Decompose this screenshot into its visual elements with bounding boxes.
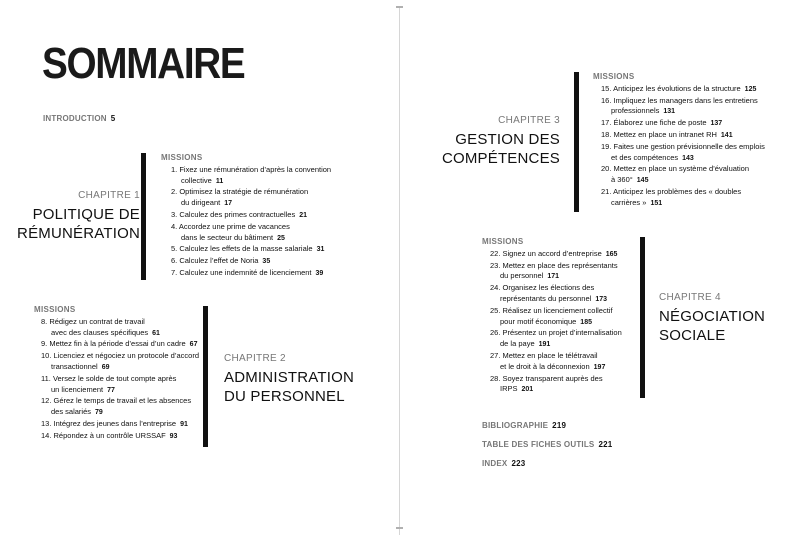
mission-text-line2: IRPS	[500, 384, 518, 394]
tools-table-page: 221	[598, 440, 613, 449]
mission-text: 25. Réalisez un licenciement collectif	[490, 305, 613, 315]
chapter-1-heading[interactable]	[17, 190, 140, 243]
mission-page: 185	[580, 318, 592, 326]
page-title: SOMMAIRE	[42, 39, 245, 88]
mission-page: 77	[107, 386, 115, 394]
mission-item[interactable]	[41, 396, 204, 419]
mission-item[interactable]	[490, 261, 642, 284]
mission-text-line2: du dirigeant	[181, 198, 221, 208]
mission-list	[482, 249, 642, 396]
mission-item[interactable]	[41, 431, 204, 443]
mission-text: 7. Calculez une indemnité de licenciement	[171, 267, 312, 277]
chapter-1-label: CHAPITRE 1	[78, 190, 140, 201]
mission-item[interactable]	[601, 96, 783, 119]
mission-text: 17. Élaborez une fiche de poste	[601, 118, 707, 128]
chapter-2-title: ADMINISTRATION DU PERSONNEL	[224, 369, 355, 405]
mission-text-continued	[41, 407, 204, 419]
mission-item[interactable]	[601, 118, 783, 130]
mission-text-line2: représentants du personnel	[500, 293, 592, 303]
mission-page: 171	[547, 273, 560, 281]
mission-text-continued	[171, 233, 361, 245]
mission-item[interactable]	[41, 374, 204, 397]
chapter-3-missions	[593, 72, 783, 210]
mission-item[interactable]	[490, 328, 642, 351]
chapter-2-heading[interactable]	[224, 353, 354, 406]
mission-page: 125	[744, 85, 757, 93]
mission-item[interactable]	[41, 317, 204, 340]
mission-page: 191	[538, 341, 551, 349]
mission-page: 61	[152, 329, 160, 337]
mission-text-line2: un licenciement	[51, 384, 104, 394]
chapter-2-label: CHAPITRE 2	[224, 353, 286, 364]
mission-list	[34, 317, 204, 443]
mission-text-continued	[490, 362, 642, 374]
mission-page: 143	[682, 154, 694, 162]
mission-page: 91	[180, 420, 188, 428]
mission-text: 3. Calculez des primes contractuelles	[171, 209, 296, 219]
bibliography-label: BIBLIOGRAPHIE	[482, 421, 549, 430]
chapter-4-missions	[482, 237, 642, 396]
chapter-3-heading[interactable]	[442, 115, 560, 168]
bibliography-entry[interactable]	[482, 421, 566, 430]
mission-text: 9. Mettez fin à la période d’essai d’un cadre	[41, 339, 186, 349]
mission-page: 165	[605, 250, 618, 258]
mission-page: 39	[315, 269, 324, 277]
spine-bottom-cap	[396, 527, 403, 529]
mission-page: 25	[277, 234, 285, 242]
mission-page: 11	[215, 177, 224, 185]
mission-text: 24. Organisez les élections des	[490, 283, 595, 293]
mission-page: 131	[663, 108, 676, 116]
mission-page: 69	[101, 363, 110, 371]
chapter-4-label: CHAPITRE 4	[659, 292, 721, 303]
mission-text: 20. Mettez en place un système d’évaluation	[601, 164, 750, 174]
mission-text: 11. Versez le solde de tout compte après	[41, 373, 177, 383]
mission-item[interactable]	[490, 351, 642, 374]
missions-heading: MISSIONS	[34, 305, 76, 314]
mission-item[interactable]	[490, 306, 642, 329]
index-label: INDEX	[482, 459, 508, 468]
mission-text-continued	[490, 271, 642, 283]
mission-text-continued	[490, 317, 642, 329]
chapter-1-missions	[161, 153, 361, 280]
mission-text-continued	[41, 328, 204, 340]
mission-page: 17	[224, 200, 232, 208]
chapter-1-bar	[141, 153, 146, 280]
mission-item[interactable]	[171, 222, 361, 245]
mission-text: 21. Anticipez les problèmes des « doubles	[601, 186, 742, 196]
mission-text-continued	[601, 153, 783, 165]
chapter-4-heading[interactable]	[659, 292, 765, 345]
chapter-3-bar	[574, 72, 579, 212]
mission-page: 173	[595, 295, 607, 303]
mission-text-continued	[601, 175, 783, 187]
mission-page: 21	[299, 211, 308, 219]
mission-text: 19. Faites une gestion prévisionnelle des emplois	[601, 141, 765, 151]
mission-item[interactable]	[171, 256, 361, 268]
mission-item[interactable]	[41, 419, 204, 431]
chapter-1-title: POLITIQUE DE RÉMUNÉRATION	[17, 206, 140, 242]
mission-text: 8. Rédigez un contrat de travail	[41, 316, 145, 326]
mission-text: 26. Présentez un projet d’internalisation	[490, 328, 622, 338]
mission-text-continued	[171, 176, 361, 188]
mission-list	[161, 165, 361, 280]
mission-text-continued	[490, 294, 642, 306]
mission-text-line2: de la paye	[500, 339, 535, 349]
mission-text: 10. Licenciez et négociez un protocole d’accord	[41, 351, 200, 361]
mission-text: 1. Fixez une rémunération d’après la convention	[171, 164, 332, 174]
mission-text: 4. Accordez une prime de vacances	[171, 221, 290, 231]
introduction-entry[interactable]	[43, 114, 115, 123]
tools-table-label: TABLE DES FICHES OUTILS	[482, 440, 595, 449]
mission-text-continued	[601, 106, 783, 118]
mission-text-continued	[41, 362, 204, 374]
mission-item[interactable]	[41, 351, 204, 374]
mission-page: 141	[720, 131, 733, 139]
chapter-4-bar	[640, 237, 645, 398]
mission-text-continued	[490, 384, 642, 396]
mission-text-line2: du personnel	[500, 271, 544, 281]
bibliography-page: 219	[552, 421, 567, 430]
chapter-2-missions	[34, 305, 204, 443]
mission-page: 31	[316, 246, 325, 254]
mission-item[interactable]	[41, 339, 204, 351]
mission-item[interactable]	[601, 130, 783, 142]
chapter-2-bar	[203, 306, 208, 447]
mission-text: 27. Mettez en place le télétravail	[490, 350, 598, 360]
mission-page: 79	[95, 409, 103, 417]
mission-text: 18. Mettez en place un intranet RH	[601, 129, 717, 139]
mission-text: 22. Signez un accord d’entreprise	[490, 248, 602, 258]
mission-text-line2: des salariés	[51, 407, 92, 417]
missions-heading: MISSIONS	[593, 72, 635, 81]
mission-text-line2: transactionnel	[51, 361, 98, 371]
mission-text-line2: collective	[181, 175, 212, 185]
chapter-4-title: NÉGOCIATION SOCIALE	[659, 308, 766, 344]
mission-text-line2: dans le secteur du bâtiment	[181, 232, 274, 242]
mission-item[interactable]	[490, 249, 642, 261]
mission-text: 6. Calculez l’effet de Noria	[171, 256, 259, 266]
introduction-label: INTRODUCTION	[43, 114, 107, 123]
mission-item[interactable]	[171, 187, 361, 210]
mission-text-line2: et des compétences	[611, 152, 679, 162]
mission-text: 28. Soyez transparent auprès des	[490, 373, 603, 383]
mission-text-continued	[41, 385, 204, 397]
mission-item[interactable]	[171, 165, 361, 188]
mission-page: 151	[650, 199, 663, 207]
mission-text: 16. Impliquez les managers dans les entretiens	[601, 95, 758, 105]
mission-text-line2: à 360°	[611, 175, 633, 185]
mission-text: 12. Gérez le temps de travail et les absences	[41, 396, 192, 406]
mission-list	[593, 84, 783, 210]
introduction-page: 5	[110, 114, 116, 123]
mission-text-line2: pour motif économique	[500, 316, 577, 326]
mission-item[interactable]	[490, 374, 642, 397]
mission-page: 197	[593, 363, 606, 371]
mission-text: 23. Mettez en place des représentants	[490, 260, 618, 270]
chapter-3-label: CHAPITRE 3	[498, 115, 560, 126]
mission-text: 13. Intégrez des jeunes dans l’entreprise	[41, 418, 177, 428]
mission-text: 14. Répondez à un contrôle URSSAF	[41, 430, 166, 440]
mission-item[interactable]	[601, 164, 783, 187]
index-page: 223	[511, 459, 526, 468]
missions-heading: MISSIONS	[161, 153, 203, 162]
mission-text-line2: et le droit à la déconnexion	[500, 361, 590, 371]
mission-page: 145	[636, 177, 649, 185]
mission-page: 67	[189, 341, 198, 349]
mission-item[interactable]	[171, 244, 361, 256]
mission-page: 137	[710, 120, 723, 128]
tools-table-entry[interactable]	[482, 440, 612, 449]
mission-page: 93	[169, 432, 178, 440]
mission-text-line2: carrières »	[611, 197, 647, 207]
mission-item[interactable]	[601, 84, 783, 96]
mission-item[interactable]	[490, 283, 642, 306]
mission-text-line2: avec des clauses spécifiques	[51, 327, 149, 337]
mission-item[interactable]	[601, 142, 783, 165]
mission-item[interactable]	[171, 210, 361, 222]
mission-item[interactable]	[171, 268, 361, 280]
mission-text-continued	[171, 198, 361, 210]
mission-page: 201	[521, 386, 534, 394]
page-spine	[399, 8, 400, 535]
mission-text-continued	[601, 198, 783, 210]
mission-text: 2. Optimisez la stratégie de rémunération	[171, 187, 309, 197]
mission-text: 5. Calculez les effets de la masse salariale	[171, 244, 313, 254]
index-entry[interactable]	[482, 459, 525, 468]
chapter-3-title: GESTION DES COMPÉTENCES	[441, 131, 560, 167]
mission-page: 35	[262, 258, 271, 266]
mission-text-line2: professionnels	[611, 106, 660, 116]
mission-item[interactable]	[601, 187, 783, 210]
missions-heading: MISSIONS	[482, 237, 524, 246]
mission-text-continued	[490, 339, 642, 351]
mission-text: 15. Anticipez les évolutions de la structure	[601, 83, 741, 93]
